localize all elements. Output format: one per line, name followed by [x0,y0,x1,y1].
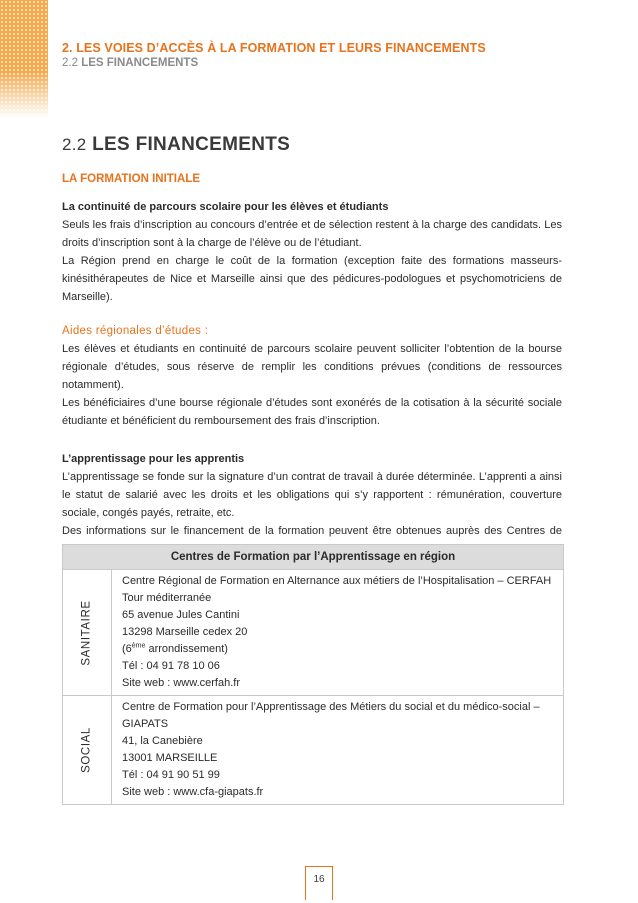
cfa-info-line: Centre de Formation pour l’Apprentissage des Métiers du social et du médico-social – [122,701,540,713]
block3-heading: L’apprentissage pour les apprentis [62,453,245,465]
table-row [63,696,564,805]
page-title-num: 2.2 [62,135,87,154]
subsection-heading: LA FORMATION INITIALE [62,173,200,185]
cfa-info-line: 41, la Canebière [122,735,203,747]
block1-paragraph-2: La Région prend en charge le coût de la formation (exception faite des formations masseurs-kinésithérapeutes de Nice et Marseille ainsi que des pédicures-podologues et psychomotriciens de Marseille). [62,255,562,303]
running-header-section-label: LES FINANCEMENTS [81,57,199,69]
cfa-phone: Tél : 04 91 78 10 06 [122,660,220,672]
arr-suffix: arrondissement) [145,643,228,655]
row-category-label: SANITAIRE [80,599,93,666]
row-info-cell [112,696,564,805]
block3-paragraph-1: L’apprentissage se fonde sur la signature d’un contrat de travail à durée déterminée. L’apprenti a ainsi le statut de salarié avec les droits et les obligations qui s’y rapportent : rémunération, couverture sociale, congés payés, retraite, etc. [62,471,562,519]
page-title [62,134,290,156]
table-row [63,570,564,696]
arr-prefix: (6 [122,643,132,655]
cfa-arrondissement-line [122,641,557,658]
cfa-website: Site web : www.cerfah.fr [122,677,240,689]
row-category-label: SOCIAL [80,727,93,773]
page-title-label: LES FINANCEMENTS [92,134,291,155]
block3-paragraph-2: Des informations sur le financement de la formation peuvent être obtenues auprès des Centres de [62,525,562,537]
row-category-cell [63,696,112,805]
cfa-table [62,544,564,805]
cfa-info-line: 13298 Marseille cedex 20 [122,626,248,638]
cfa-phone: Tél : 04 91 90 51 99 [122,769,220,781]
cfa-info-line: Centre Régional de Formation en Alternance aux métiers de l’Hospitalisation – CERFAH [122,575,552,587]
cfa-info-line: 65 avenue Jules Cantini [122,609,240,621]
block1-paragraph-1: Seuls les frais d’inscription au concours d’entrée et de sélection restent à la charge des candidats. Les droits d’inscription sont à la charge de l’élève ou de l’étudiant. [62,219,562,249]
cfa-info-line: GIAPATS [122,718,169,730]
running-header-section [62,57,198,69]
body-content [62,198,562,558]
block1-heading: La continuité de parcours scolaire pour les élèves et étudiants [62,201,389,213]
running-header-chapter: 2. LES VOIES D’ACCÈS À LA FORMATION ET LEURS FINANCEMENTS [62,41,486,55]
cfa-info-line: 13001 MARSEILLE [122,752,218,764]
corner-dot-fade [0,0,48,118]
cfa-info-line: Tour méditerranée [122,592,212,604]
page-number: 16 [305,866,333,900]
cfa-table-header: Centres de Formation par l’Apprentissage en région [63,545,564,570]
row-category-cell [63,570,112,696]
cfa-website: Site web : www.cfa-giapats.fr [122,786,264,798]
row-info-cell [112,570,564,696]
block2-paragraph-1: Les élèves et étudiants en continuité de parcours scolaire peuvent solliciter l’obtention de la bourse régionale d’études, sous réserve de remplir les conditions prévues (conditions de ressources notamment). [62,343,562,391]
arr-superscript: ème [131,642,146,650]
running-header-section-num: 2.2 [62,57,78,69]
block2-heading: Aides régionales d’études : [62,325,209,337]
block2-paragraph-2: Les bénéficiaires d’une bourse régionale d’études sont exonérés de la cotisation à la sécurité sociale étudiante et bénéficient du remboursement des frais d’inscription. [62,397,562,427]
